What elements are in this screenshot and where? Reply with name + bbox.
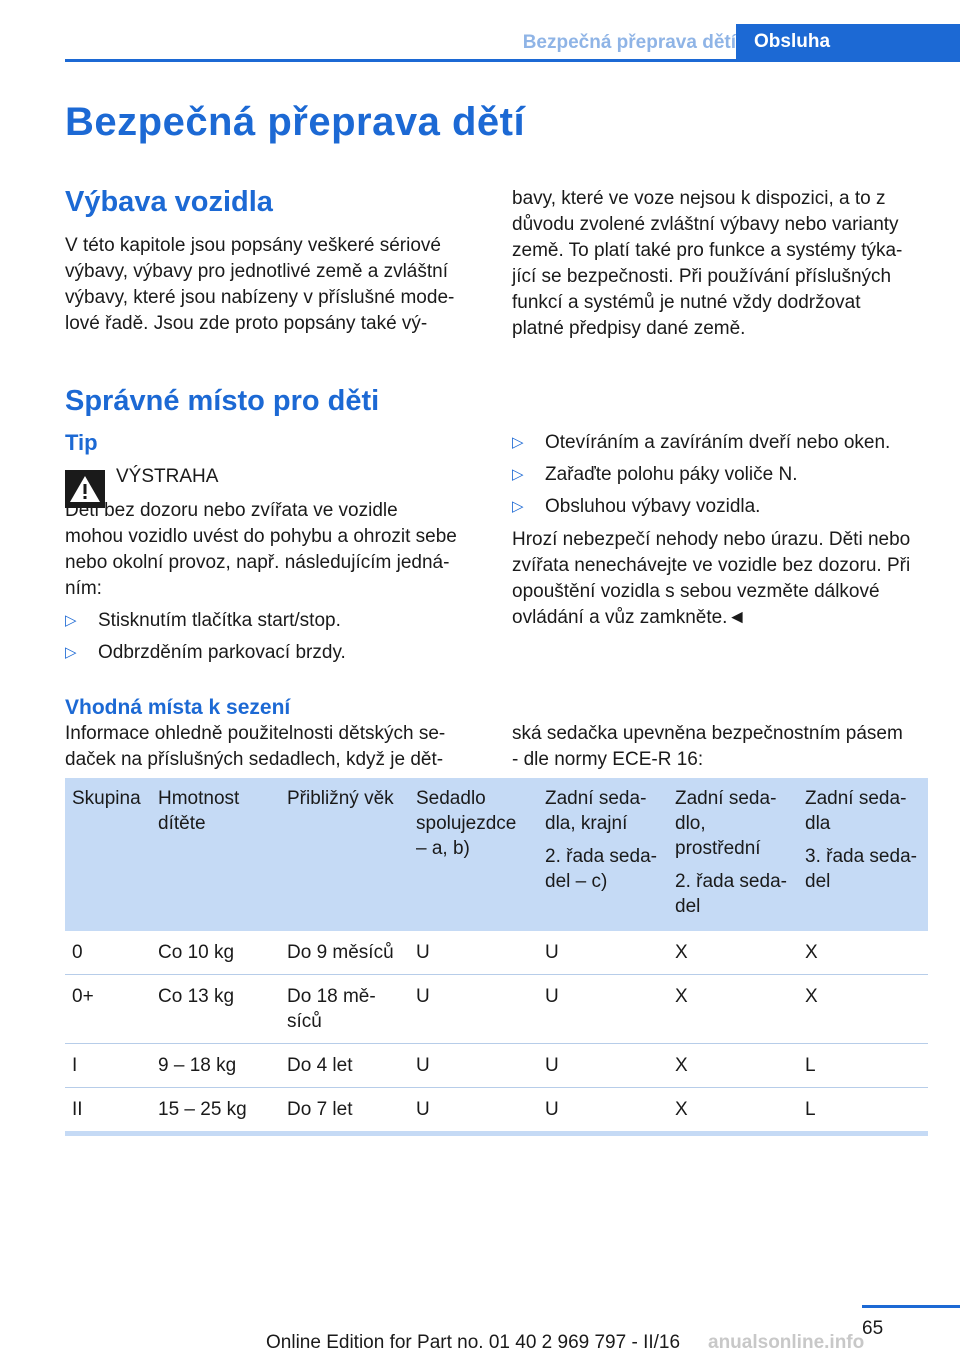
table-cell: U xyxy=(538,975,668,1044)
header-main: Zadní seda‐ dla xyxy=(805,788,907,834)
footer-divider xyxy=(862,1305,960,1308)
header-main: Přibližný věk xyxy=(287,788,394,809)
text-line: nebo okolní provoz, např. následujícím jedná‐ xyxy=(65,552,450,573)
text-line: Děti bez dozoru nebo zvířata ve vozidle xyxy=(65,500,398,521)
table-cell: X xyxy=(668,1088,798,1134)
bullet-text: Zařaďte polohu páky voliče N. xyxy=(545,464,798,485)
table-cell: Do 9 měsíců xyxy=(280,931,409,975)
header-sub: 2. řada seda‐ del – c) xyxy=(545,846,657,892)
bullet-triangle-icon: ▷ xyxy=(512,434,524,451)
table-header-row xyxy=(65,778,928,931)
table-row xyxy=(65,1044,928,1088)
text-line: mohou vozidlo uvést do pohybu a ohrozit sebe xyxy=(65,526,457,547)
seating-heading: Vhodná místa k sezení xyxy=(65,696,291,719)
text-line: bavy, které ve voze nejsou k dispozici, a to z xyxy=(512,188,886,209)
tip-heading: Tip xyxy=(65,430,98,455)
text-line: ská sedačka upevněna bezpečnostním pásem xyxy=(512,723,903,744)
text-line: daček na příslušných sedadlech, když je dět‐ xyxy=(65,749,444,770)
table-row xyxy=(65,1088,928,1134)
table-cell: X xyxy=(798,975,928,1044)
table-cell: L xyxy=(798,1088,928,1134)
equipment-text-right xyxy=(512,186,902,342)
header-sub: 2. řada seda‐ del xyxy=(675,871,787,917)
table-cell: 0 xyxy=(65,931,151,975)
table-cell: II xyxy=(65,1088,151,1134)
table-cell: U xyxy=(538,1044,668,1088)
table-cell: Do 7 let xyxy=(280,1088,409,1134)
text-line: funkcí a systémů je nutné vždy dodržovat xyxy=(512,292,861,313)
table-cell: X xyxy=(798,931,928,975)
footer-edition: Online Edition for Part no. 01 40 2 969 797 - II/16 xyxy=(266,1332,681,1353)
table-cell: Do 18 mě‐ síců xyxy=(280,975,409,1044)
bullet-triangle-icon: ▷ xyxy=(512,466,524,483)
table-header-cell xyxy=(151,778,280,931)
bullet-triangle-icon: ▷ xyxy=(65,644,77,661)
text-line: důvodu zvolené zvláštní výbavy nebo varianty xyxy=(512,214,899,235)
page-header xyxy=(65,24,960,62)
table-header-cell xyxy=(538,778,668,931)
table-cell: X xyxy=(668,931,798,975)
text-line: lové řadě. Jsou zde proto popsány také vý‐ xyxy=(65,313,428,334)
header-sub: 3. řada seda‐ del xyxy=(805,846,917,892)
text-line: V této kapitole jsou popsány veškeré sériové xyxy=(65,235,441,256)
equipment-text-left xyxy=(65,233,454,337)
table-header-cell xyxy=(409,778,538,931)
table-header-cell xyxy=(280,778,409,931)
table-cell: Co 13 kg xyxy=(151,975,280,1044)
table-cell: X xyxy=(668,1044,798,1088)
text-line: ovládání a vůz zamkněte.◄ xyxy=(512,607,747,628)
header-main: Zadní seda‐ dla, krajní xyxy=(545,788,647,834)
bullet-triangle-icon: ▷ xyxy=(65,612,77,629)
footer-watermark: anualsonline.info xyxy=(708,1332,865,1353)
table-row xyxy=(65,975,928,1044)
table-cell: U xyxy=(409,931,538,975)
text-line: platné předpisy dané země. xyxy=(512,318,746,339)
text-line: jící se bezpečnosti. Při používání příslušných xyxy=(512,266,892,287)
table-body xyxy=(65,931,928,1134)
seating-text-left xyxy=(65,721,445,773)
header-main: Zadní seda‐ dlo, prostřední xyxy=(675,788,777,859)
seating-text-right xyxy=(512,721,903,773)
warning-text-right xyxy=(512,527,910,631)
table-cell: U xyxy=(409,1044,538,1088)
table-cell: 9 – 18 kg xyxy=(151,1044,280,1088)
table-cell: U xyxy=(538,931,668,975)
bullet-text: Obsluhou výbavy vozidla. xyxy=(545,496,761,517)
text-line: - dle normy ECE-R 16: xyxy=(512,749,704,770)
bullet-text: Otevíráním a zavíráním dveří nebo oken. xyxy=(545,432,891,453)
table-header-cell xyxy=(668,778,798,931)
header-main: Sedadlo spolujezdce – a, b) xyxy=(416,788,517,859)
bullet-text: Odbrzděním parkovací brzdy. xyxy=(98,642,346,663)
place-heading: Správné místo pro děti xyxy=(65,385,380,417)
table-cell: U xyxy=(409,1088,538,1134)
text-line: zvířata nenechávejte ve vozidle bez dozoru. Při xyxy=(512,555,911,576)
bullet-text: Stisknutím tlačítka start/stop. xyxy=(98,610,341,631)
text-line: Informace ohledně použitelnosti dětských se‐ xyxy=(65,723,446,744)
header-main: Hmotnost dítěte xyxy=(158,788,240,834)
text-line: ním: xyxy=(65,578,102,599)
header-main: Skupina xyxy=(72,788,141,809)
table-cell: U xyxy=(409,975,538,1044)
table-cell: U xyxy=(538,1088,668,1134)
text-line: opouštění vozidla s sebou vezměte dálkové xyxy=(512,581,880,602)
text-line: země. To platí také pro funkce a systémy týka‐ xyxy=(512,240,903,261)
warning-title: VÝSTRAHA xyxy=(116,466,219,487)
table-header-cell xyxy=(798,778,928,931)
table-cell: Do 4 let xyxy=(280,1044,409,1088)
header-section-title: Bezpečná přeprava dětí xyxy=(522,32,736,53)
bullet-triangle-icon: ▷ xyxy=(512,498,524,515)
text-line: Hrozí nebezpečí nehody nebo úrazu. Děti nebo xyxy=(512,529,911,550)
table-header-cell xyxy=(65,778,151,931)
equipment-heading: Výbava vozidla xyxy=(65,186,273,218)
header-chapter-tab[interactable]: Obsluha xyxy=(736,24,960,59)
page-number: 65 xyxy=(862,1318,884,1339)
child-seat-table xyxy=(65,778,928,1136)
text-line: výbavy, výbavy pro jednotlivé země a zvláštní xyxy=(65,261,448,282)
table-row xyxy=(65,931,928,975)
warning-text xyxy=(65,498,457,602)
table-cell: 0+ xyxy=(65,975,151,1044)
table-cell: I xyxy=(65,1044,151,1088)
table-cell: 15 – 25 kg xyxy=(151,1088,280,1134)
table-cell: L xyxy=(798,1044,928,1088)
table-cell: X xyxy=(668,975,798,1044)
table-cell: Co 10 kg xyxy=(151,931,280,975)
text-line: výbavy, které jsou nabízeny v příslušné mode‐ xyxy=(65,287,455,308)
page-title: Bezpečná přeprava dětí xyxy=(65,100,526,144)
